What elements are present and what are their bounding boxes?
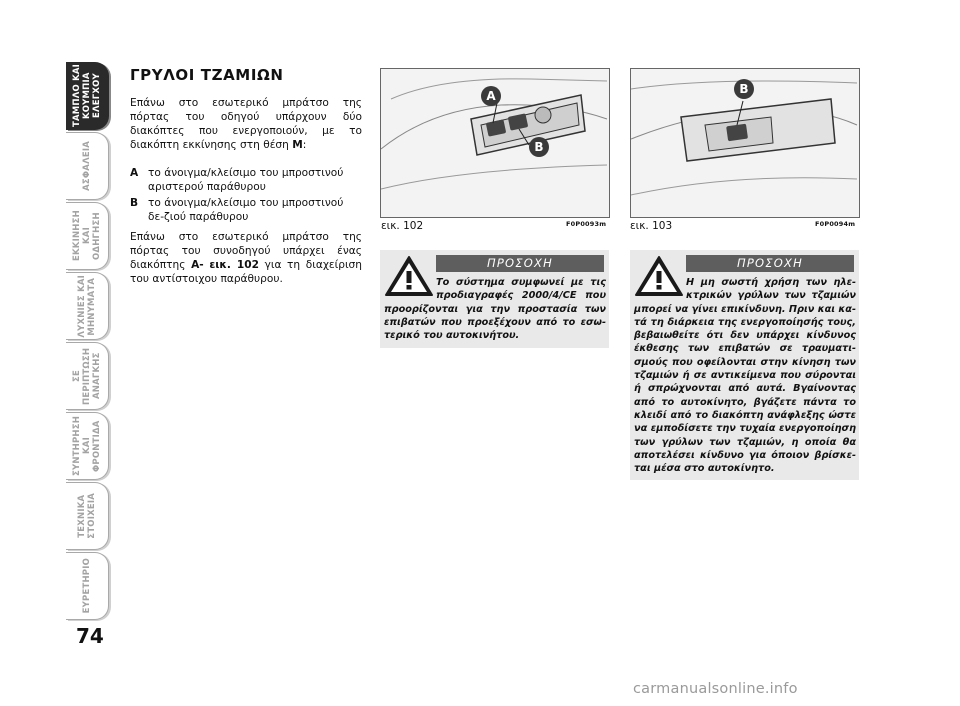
tab-label: ΤΑΜΠΛΟ ΚΑΙ ΚΟΥΜΠΙΑ ΕΛΕΓΧΟΥ (72, 64, 102, 128)
tab-label: ΕΚΚΙΝΗΣΗ ΚΑΙ ΟΔΗΓΗΣΗ (72, 210, 102, 262)
tab-emergency[interactable] (66, 342, 109, 410)
tab-label: ΤΕΧΝΙΚΑ ΣΤΟΙΧΕΙΑ (77, 493, 97, 539)
passenger-door-switch-illustration (631, 69, 859, 217)
passenger-paragraph: Επάνω στο εσωτερικό μπράτσο της πόρτας του συνοδηγού υπάρχει ένας διακόπτης Α- εικ. 102 για τη διαχείριση του αντίστοιχου παράθυρου. (130, 231, 362, 285)
warning-text: Η μη σωστή χρήση των ηλε-κτρικών γρύλων των τζαμιών μπορεί να γίνει επικίνδυνη. Πριν και κα-τά τη διάρκεια της ενεργοποίησής τους, βεβαιωθείτε ότι δεν υπάρχει κίνδυνος έκθεσης των επιβατών σε τραυματι-σμούς που οφείλονται στην κίνηση των τζαμιών ή σε αντικείμενα που σύρονται ή σπρώχνονται από αυτά. Βγαίνοντας από το αυτοκίνητο, βγάζετε πάντα το κλειδί από το διακόπτη ανάφλεξης ώστε να εμποδίσετε την τυχαία ενεργοποίηση των γρύλων των τζαμιών, η οποία θα αποτελέσει κίνδυνο για όποιον βρίσκε-ται μέσα στο αυτοκίνητο. (634, 277, 856, 475)
warning-heading: ΠΡΟΣΟΧΗ (436, 255, 604, 272)
item-letter: A (130, 167, 139, 179)
item-text: το άνοιγμα/κλείσιμο του μπροστινού δε-ζιού παράθυρου (148, 197, 344, 223)
tab-technical-data[interactable] (66, 482, 109, 550)
tab-label: ΣΥΝΤΗΡΗΣΗ ΚΑΙ ΦΡΟΝΤΙΔΑ (72, 415, 102, 477)
tab-dashboard-controls[interactable] (66, 62, 109, 130)
tab-label: ΕΥΡΕΤΗΡΙΟ (82, 558, 92, 614)
warning-heading: ΠΡΟΣΟΧΗ (686, 255, 854, 272)
item-letter: B (130, 197, 139, 209)
page-number: 74 (76, 624, 104, 648)
tab-index[interactable] (66, 552, 109, 620)
figure-103-caption: εικ. 103 (630, 220, 673, 232)
tab-maintenance[interactable] (66, 412, 109, 480)
callout-b: B (739, 82, 749, 96)
figure-103-code: F0P0094m (815, 220, 856, 228)
tab-safety[interactable] (66, 132, 109, 200)
warning-box-1 (380, 250, 609, 348)
figure-102-caption: εικ. 102 (381, 220, 424, 232)
figure-103-image (630, 68, 860, 218)
list-item (130, 196, 362, 224)
tab-label: ΛΥΧΝΙΕΣ ΚΑΙ ΜΗΝΥΜΑΤΑ (77, 274, 97, 338)
figure-102-image (380, 68, 610, 218)
tab-lights-messages[interactable] (66, 272, 109, 340)
tab-label: ΑΣΦΑΛΕΙΑ (82, 141, 92, 191)
callout-a: A (486, 89, 496, 103)
callout-b: B (534, 140, 544, 154)
warning-text: Το σύστημα συμφωνεί με τις προδιαγραφές 2000/4/CE που προορίζονται για την προστασία των επιβατών που προεξέχουν από το εσω-τερικό του αυτοκινήτου. (384, 277, 606, 342)
tab-starting-driving[interactable] (66, 202, 109, 270)
list-item (130, 166, 362, 194)
tab-label: ΣΕ ΠΕΡΙΠΤΩΣΗ ΑΝΑΓΚΗΣ (72, 347, 102, 405)
figure-102-code: F0P0093m (566, 220, 607, 228)
section-title: ΓΡΥΛΟΙ ΤΖΑΜΙΩΝ (130, 66, 284, 84)
item-text: το άνοιγμα/κλείσιμο του μπροστινού αριστερού παράθυρου (148, 167, 344, 193)
watermark: carmanualsonline.info (633, 681, 798, 697)
warning-box-2 (630, 250, 859, 480)
door-armrest-switches-illustration (381, 69, 609, 217)
intro-paragraph: Επάνω στο εσωτερικό μπράτσο της πόρτας του οδηγού υπάρχουν δύο διακόπτες που ενεργοποιούν, με το διακόπτη εκκίνησης στη θέση M: (130, 97, 362, 151)
